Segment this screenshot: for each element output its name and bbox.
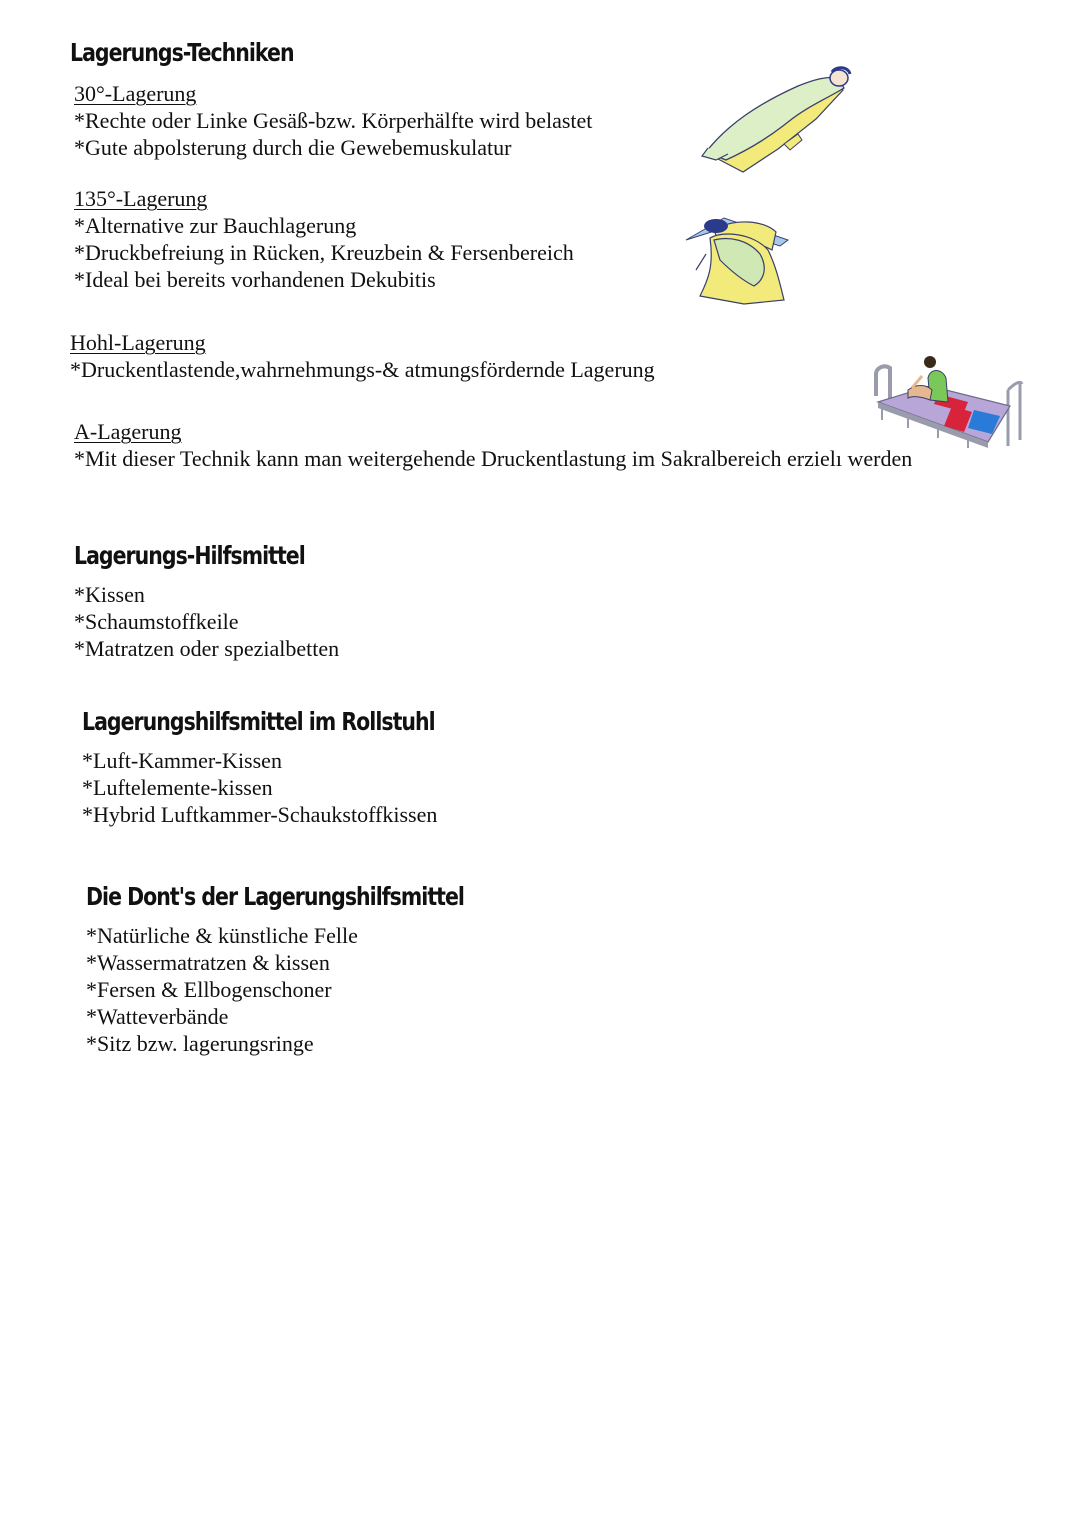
list-item: *Luftelemente-kissen bbox=[82, 775, 273, 800]
list-item: *Kissen bbox=[74, 582, 145, 607]
bed-footboard bbox=[1008, 384, 1020, 446]
technique-name: 135°-Lagerung bbox=[74, 186, 208, 211]
list-item: *Schaumstoffkeile bbox=[74, 609, 239, 634]
list-item: *Watteverbände bbox=[86, 1004, 229, 1029]
technique-line: *Mit dieser Technik kann man weitergehende Druckentlastung im Sakralbereich erzielı werden bbox=[74, 446, 913, 471]
heading-lagerungs-techniken: Lagerungs-Techniken bbox=[70, 38, 294, 67]
list-rollstuhl bbox=[82, 747, 437, 828]
list-donts bbox=[86, 922, 358, 1057]
technique-30-grad bbox=[74, 80, 592, 161]
illustration-hohl-lagerung bbox=[868, 350, 1028, 458]
list-item: *Wassermatratzen & kissen bbox=[86, 950, 330, 975]
technique-line: *Druckbefreiung in Rücken, Kreuzbein & Fersenbereich bbox=[74, 240, 574, 265]
list-item: *Fersen & Ellbogenschoner bbox=[86, 977, 332, 1002]
technique-name: 30°-Lagerung bbox=[74, 81, 197, 106]
arm-shape bbox=[696, 254, 706, 270]
list-item: *Luft-Kammer-Kissen bbox=[82, 748, 282, 773]
list-item: *Matratzen oder spezialbetten bbox=[74, 636, 340, 661]
technique-line: *Gute abpolsterung durch die Gewebemuskulatur bbox=[74, 135, 512, 160]
illustration-135-grad-lagerung bbox=[684, 210, 794, 310]
head-shape bbox=[704, 219, 728, 233]
heading-rollstuhl: Lagerungshilfsmittel im Rollstuhl bbox=[82, 707, 435, 736]
technique-line: *Alternative zur Bauchlagerung bbox=[74, 213, 357, 238]
technique-hohl bbox=[70, 329, 655, 383]
list-hilfsmittel bbox=[74, 581, 339, 662]
heading-donts: Die Dont's der Lagerungshilfsmittel bbox=[86, 882, 464, 911]
technique-line: *Rechte oder Linke Gesäß-bzw. Körperhälfte wird belastet bbox=[74, 108, 593, 133]
heading-lagerungs-hilfsmittel: Lagerungs-Hilfsmittel bbox=[74, 541, 305, 570]
list-item: *Natürliche & künstliche Felle bbox=[86, 923, 358, 948]
illustration-30-grad-lagerung bbox=[698, 64, 854, 178]
bed-headboard bbox=[876, 366, 890, 402]
list-item: *Sitz bzw. lagerungsringe bbox=[86, 1031, 314, 1056]
technique-name: A-Lagerung bbox=[74, 419, 182, 444]
head-shape bbox=[924, 356, 936, 368]
technique-line: *Druckentlastende,wahrnehmungs-& atmungsfördernde Lagerung bbox=[70, 357, 655, 382]
list-item: *Hybrid Luftkammer-Schaukstoffkissen bbox=[82, 802, 438, 827]
technique-135-grad bbox=[74, 185, 574, 293]
technique-a bbox=[74, 418, 912, 472]
technique-line: *Ideal bei bereits vorhandenen Dekubitis bbox=[74, 267, 436, 292]
technique-name: Hohl-Lagerung bbox=[70, 330, 206, 355]
